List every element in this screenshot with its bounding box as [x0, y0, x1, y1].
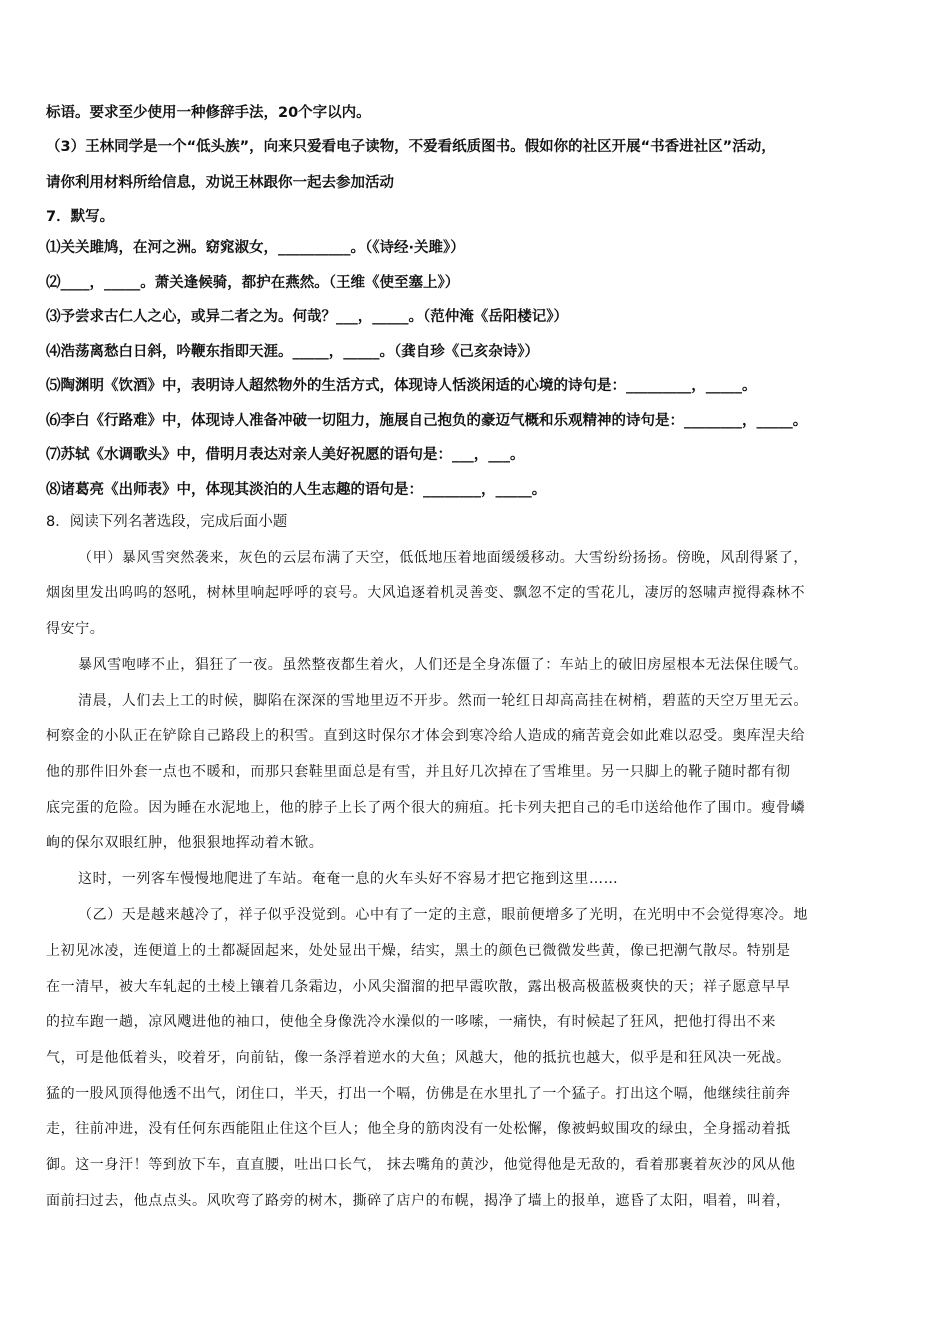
passage-line: 这时，一列客车慢慢地爬进了车站。奄奄一息的火车头好不容易才把它拖到这里……	[78, 871, 619, 887]
passage-line: 猛的一股风顶得他透不出气，闭住口，半天，打出一个嗝，仿佛是在水里扎了一个猛子。打出这个嗝，他继续往前奔	[46, 1086, 791, 1102]
passage-line: 他的那件旧外套一点也不暖和，而那只套鞋里面总是有雪，并且好几次掉在了雪堆里。另一只脚上的靴子随时都有彻	[46, 764, 791, 780]
passage-line: 烟囱里发出呜呜的怒吼，树林里响起呼呼的哀号。大风追逐着机灵善变、飘忽不定的雪花儿，凄厉的怒啸声搅得森林不	[46, 585, 806, 601]
passage-line: 暴风雪咆哮不止，猖狂了一夜。虽然整夜都生着火，人们还是全身冻僵了：车站上的破旧房屋根本无法保住暖气。	[78, 657, 808, 673]
passage-line: 在一清早，被大车轧起的土棱上镶着几条霜边，小风尖溜溜的把早霞吹散，露出极高极蓝极爽快的天；祥子愿意早早	[46, 979, 791, 995]
passage-line: 气，可是他低着头，咬着牙，向前钻，像一条浮着逆水的大鱼；风越大，他的抵抗也越大，似乎是和狂风决一死战。	[46, 1050, 791, 1066]
passage-line: 清晨，人们去上工的时候，脚陷在深深的雪地里迈不开步。然而一轮红日却高高挂在树梢，碧蓝的天空万里无云。	[78, 693, 808, 709]
passage-line: 御。这一身汗！等到放下车，直直腰，吐出口长气， 抹去嘴角的黄沙，他觉得他是无敌的，看着那裹着灰沙的风从他	[46, 1157, 796, 1173]
passage-line: （甲）暴风雪突然袭来，灰色的云层布满了天空，低低地压着地面缓缓移动。大雪纷纷扬扬。傍晚，风刮得紧了，	[78, 550, 808, 566]
q7-item-4: ⑷浩荡离愁白日斜，吟鞭东指即天涯。_____，_____。（龚自珍《己亥杂诗》）	[46, 344, 539, 360]
passage-line: 柯察金的小队正在铲除自己路段上的积雪。直到这时保尔才体会到寒冷给人造成的痛苦竟会如此难以忍受。奥库涅夫给	[46, 728, 806, 744]
q8-title: 8．阅读下列名著选段，完成后面小题	[46, 514, 288, 530]
passage-line: 走，往前冲进，没有任何东西能阻止住这个巨人；他全身的筋肉没有一处松懈，像被蚂蚁围攻的绿虫，全身摇动着抵	[46, 1121, 791, 1137]
q6-line-b: （3）王林同学是一个“低头族”，向来只爱看电子读物，不爱看纸质图书。假如你的社区开展“书香进社区”活动，	[46, 139, 776, 155]
passage-line: 的拉车跑一趟，凉风飕进他的袖口，使他全身像洗冷水澡似的一哆嗦，一痛快，有时候起了狂风，把他打得出不来	[46, 1014, 776, 1030]
q6-line-a: 标语。要求至少使用一种修辞手法，20个字以内。	[46, 105, 371, 121]
passage-line: 得安宁。	[46, 621, 105, 637]
q7-item-7: ⑺苏轼《水调歌头》中，借明月表达对亲人美好祝愿的语句是：___，___。	[46, 447, 525, 463]
q7-item-1: ⑴关关雎鸠，在河之洲。窈窕淑女，__________。（《诗经·关雎》）	[46, 240, 465, 256]
q6-line-c: 请你利用材料所给信息，劝说王林跟你一起去参加活动	[46, 175, 394, 191]
passage-line: （乙）天是越来越冷了，祥子似乎没觉到。心中有了一定的主意，眼前便增多了光明，在光明中不会觉得寒冷。地	[78, 907, 808, 923]
passage-line: 底完蛋的危险。因为睡在水泥地上，他的脖子上长了两个很大的痈疽。托卡列夫把自己的毛巾送给他作了围巾。瘦骨嶙	[46, 800, 806, 816]
q7-item-8: ⑻诸葛亮《出师表》中，体现其淡泊的人生志趣的语句是：________，_____。	[46, 482, 547, 498]
q7-title: 7．默写。	[46, 209, 115, 225]
q7-item-6: ⑹李白《行路难》中，体现诗人准备冲破一切阻力，施展自己抱负的豪迈气概和乐观精神的诗句是：________，_____。	[46, 413, 808, 429]
passage-line: 峋的保尔双眼红肿，他狠狠地挥动着木锨。	[46, 835, 324, 851]
passage-line: 面前扫过去，他点点头。风吹弯了路旁的树木，撕碎了店户的布幌，揭净了墙上的报单，遮昏了太阳，唱着，叫着，	[46, 1193, 791, 1209]
q7-item-3: ⑶予尝求古仁人之心，或异二者之为。何哉？___，_____。（范仲淹《岳阳楼记》）	[46, 309, 568, 325]
q7-item-5: ⑸陶渊明《饮酒》中，表明诗人超然物外的生活方式，体现诗人恬淡闲适的心境的诗句是：_________，_____。	[46, 378, 757, 394]
q7-item-2: ⑵____，_____。萧关逢候骑，都护在燕然。（王维《使至塞上》）	[46, 275, 460, 291]
passage-line: 上初见冰凌，连便道上的土都凝固起来，处处显出干燥，结实，黑土的颜色已微微发些黄，像已把潮气散尽。特别是	[46, 943, 791, 959]
